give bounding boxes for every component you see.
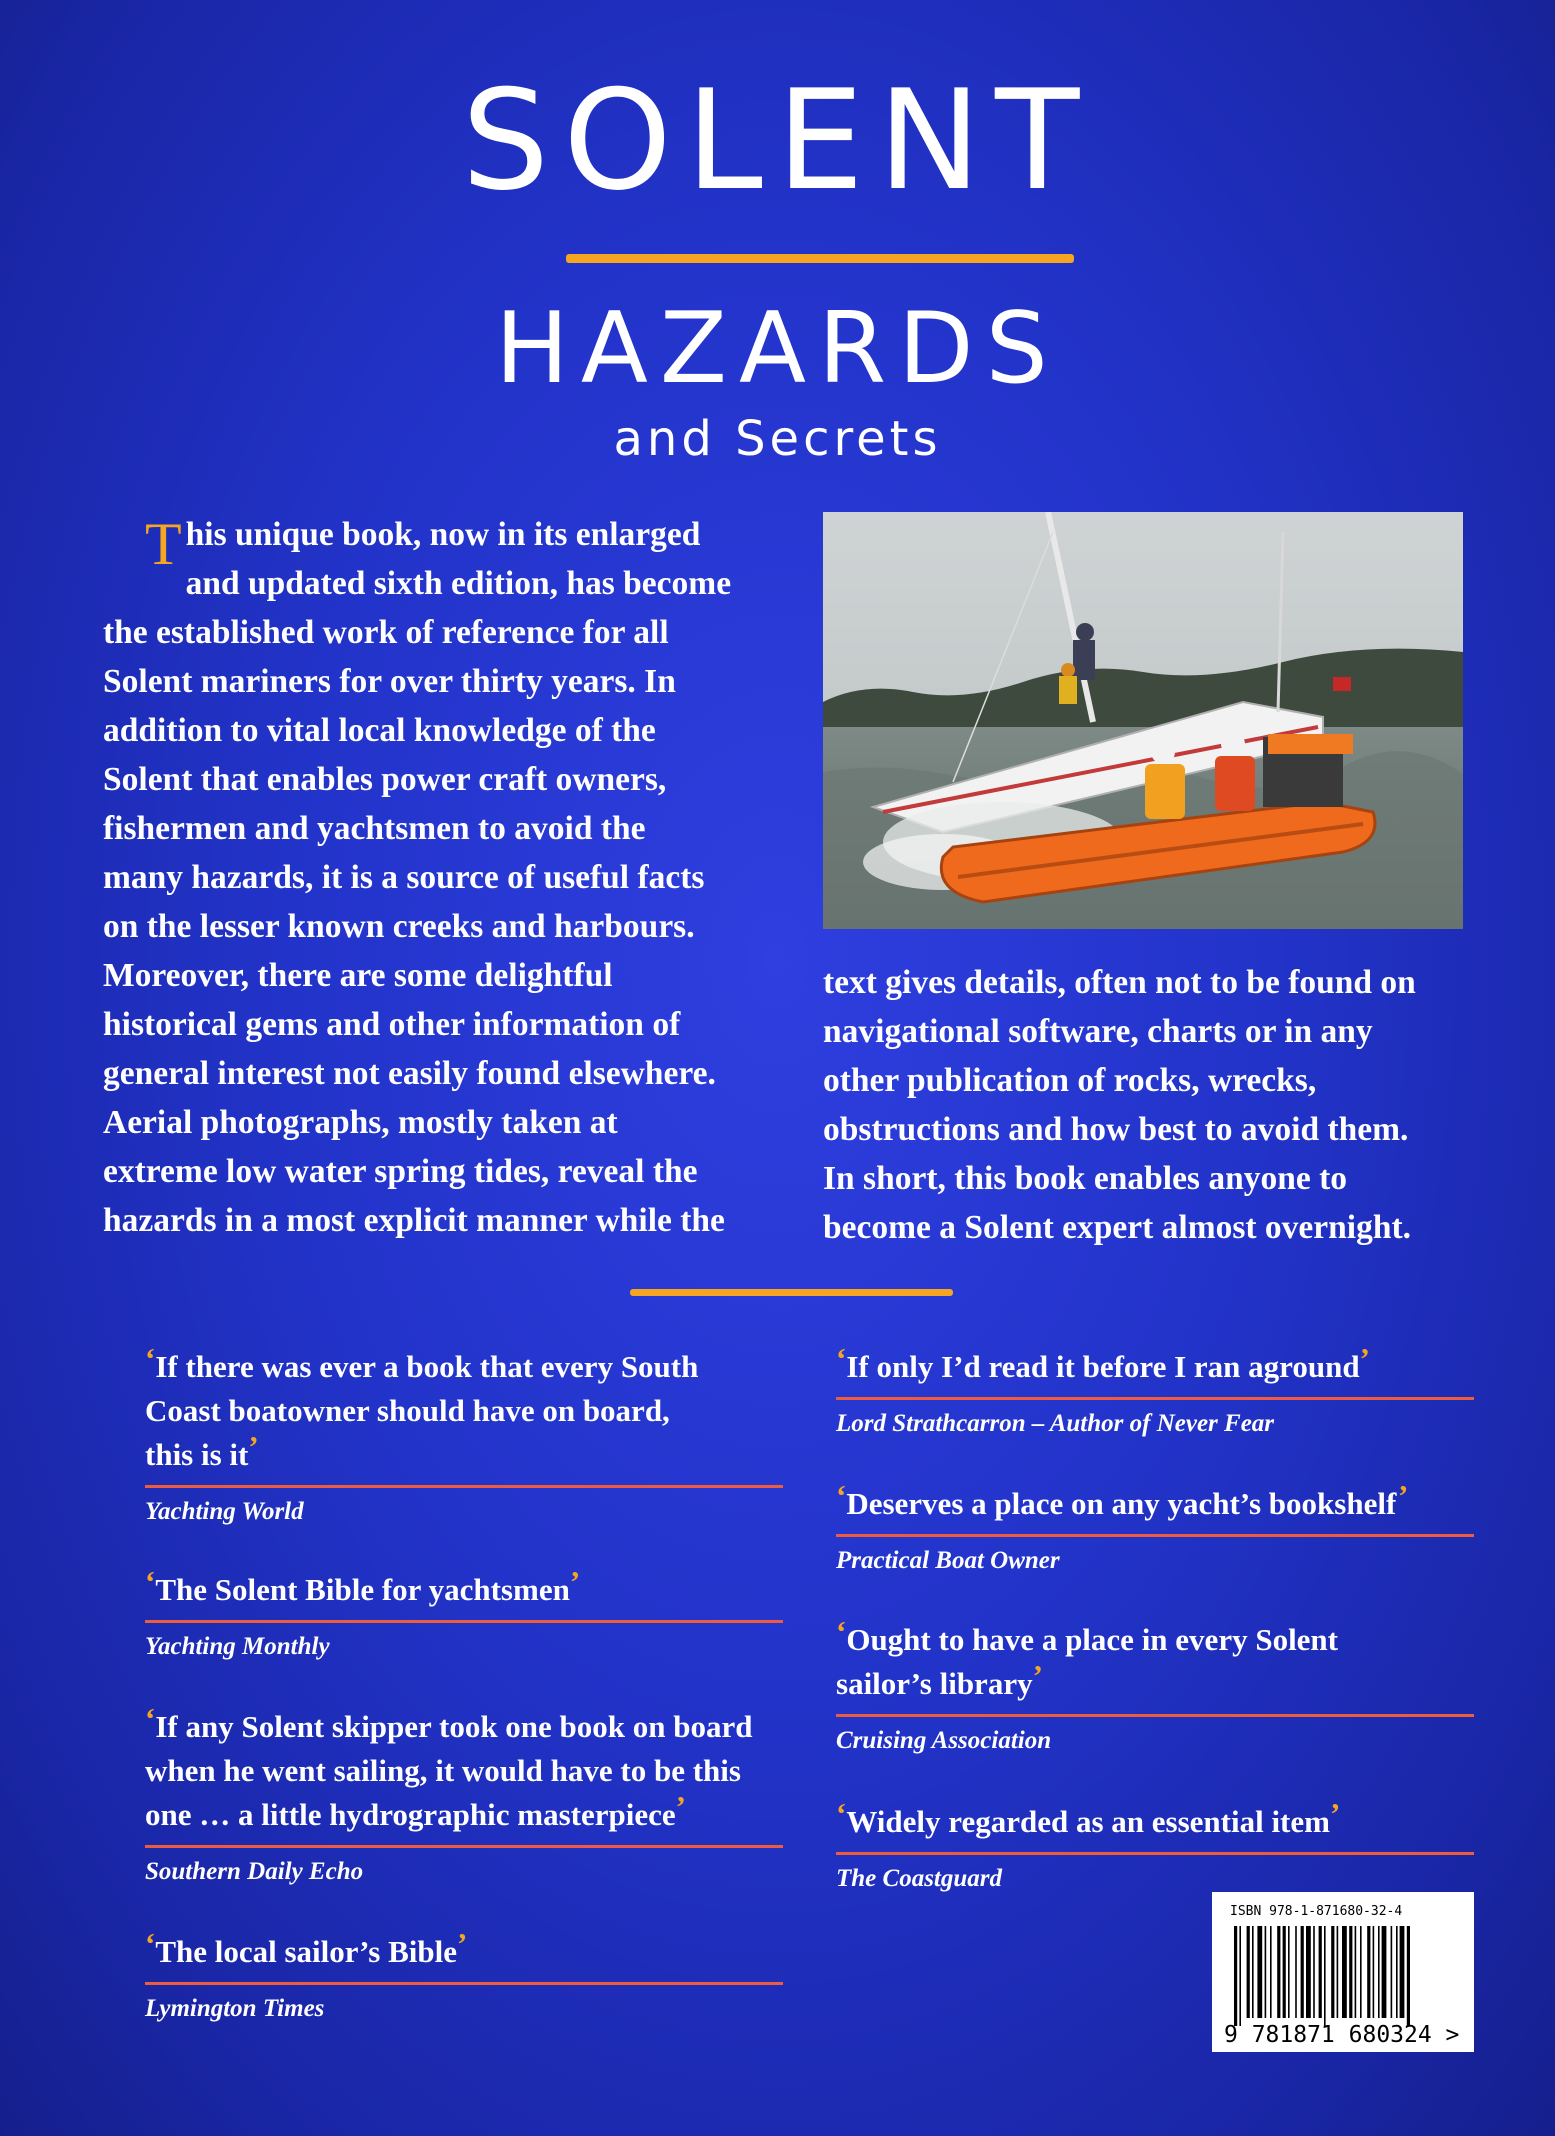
quote-line: this is it (145, 1437, 249, 1472)
section-divider (630, 1289, 953, 1296)
quote-rule (145, 1845, 783, 1848)
open-quote-mark: ‘ (145, 1701, 156, 1736)
quote-line: Deserves a place on any yacht’s bookshelf (846, 1486, 1398, 1521)
open-quote-mark: ‘ (836, 1341, 847, 1376)
close-quote-mark: ’ (1032, 1658, 1043, 1693)
barcode-bar (1288, 1926, 1290, 2018)
title-solent: SOLENT (461, 60, 1094, 221)
barcode-bar (1349, 1926, 1352, 2018)
barcode-bar (1378, 1926, 1380, 2018)
intro-line: the established work of reference for all (103, 614, 669, 651)
quote-yachting-monthly (145, 1564, 783, 1663)
quote-rule (836, 1397, 1474, 1400)
close-quote-mark: ’ (1398, 1478, 1409, 1513)
title-hazards: HAZARDS (495, 292, 1060, 406)
quote-line: when he went sailing, it would have to be this (145, 1753, 741, 1788)
quote-lymington-times (145, 1926, 783, 2025)
barcode-bar (1252, 1926, 1254, 2018)
barcode-bar (1313, 1926, 1315, 2018)
barcode-bar (1283, 1926, 1286, 2018)
barcode-bar (1324, 1926, 1326, 2026)
lifeboat-rescue-photo (823, 512, 1463, 929)
quote-text (145, 1341, 783, 1477)
open-quote-mark: ‘ (145, 1564, 156, 1599)
intro-line: Solent that enables power craft owners, (103, 761, 667, 798)
barcode-bar (1319, 1926, 1322, 2018)
barcode-bar (1257, 1926, 1262, 2018)
open-quote-mark: ‘ (145, 1341, 156, 1376)
intro-line: his unique book, now in its enlarged (185, 516, 701, 553)
intro-line: Moreover, there are some delightful (103, 957, 613, 994)
quote-rule (145, 1485, 783, 1488)
quote-lord-strathcarron (836, 1341, 1474, 1440)
close-quote-mark: ’ (569, 1564, 581, 1599)
intro-right-column (823, 958, 1416, 1252)
barcode-bar (1295, 1926, 1297, 2018)
title-rule (566, 254, 1074, 263)
quote-rule (836, 1714, 1474, 1717)
barcode-bar (1355, 1926, 1357, 2018)
barcode-bar (1247, 1926, 1250, 2018)
open-quote-mark: ‘ (836, 1614, 847, 1649)
barcode-bar (1234, 1926, 1237, 2026)
quote-source: Lord Strathcarron – Author of Never Fear (836, 1410, 1275, 1437)
quote-line: The local sailor’s Bible (155, 1934, 457, 1969)
intro-line: navigational software, charts or in any (823, 1013, 1373, 1050)
quote-text (145, 1701, 783, 1837)
quote-line: If only I’d read it before I ran aground (846, 1349, 1360, 1384)
quote-source: Yachting Monthly (145, 1633, 330, 1660)
barcode-bar (1382, 1926, 1387, 2018)
intro-line: many hazards, it is a source of useful facts (103, 859, 705, 896)
intro-line: extreme low water spring tides, reveal the (103, 1153, 698, 1190)
close-quote-mark: ’ (1359, 1341, 1370, 1376)
barcode-bar (1306, 1926, 1311, 2018)
barcode-bar (1391, 1926, 1393, 2018)
isbn-label: ISBN 978-1-871680-32-4 (1230, 1904, 1403, 1919)
quote-yachting-world (145, 1341, 783, 1528)
quote-source: Lymington Times (145, 1995, 325, 2022)
quote-practical-boat-owner (836, 1478, 1474, 1577)
intro-line: obstructions and how best to avoid them. (823, 1111, 1409, 1148)
quote-line: one … a little hydrographic masterpiece (145, 1797, 676, 1832)
barcode-bar (1265, 1926, 1267, 2018)
barcode-bar (1342, 1926, 1347, 2018)
quote-cruising-association (836, 1614, 1474, 1757)
intro-line: In short, this book enables anyone to (823, 1160, 1348, 1197)
quote-the-coastguard (836, 1796, 1474, 1895)
quote-source: Southern Daily Echo (145, 1858, 364, 1885)
intro-dropcap: T (145, 511, 182, 577)
quote-southern-daily-echo (145, 1701, 783, 1888)
intro-line: text gives details, often not to be found on (823, 964, 1416, 1001)
barcode-bar (1373, 1926, 1375, 2018)
barcode-bar (1407, 1926, 1410, 2026)
barcode-bar (1400, 1926, 1405, 2018)
intro-line: and updated sixth edition, has become (185, 565, 732, 602)
quote-text (836, 1478, 1474, 1526)
quote-text (145, 1564, 783, 1612)
open-quote-mark: ‘ (145, 1926, 156, 1961)
quote-line: If there was ever a book that every South (155, 1349, 699, 1384)
barcode-digits: 9 781871 680324 > (1224, 2022, 1460, 2048)
intro-line: on the lesser known creeks and harbours. (103, 908, 695, 945)
subtitle-and-secrets: and Secrets (613, 411, 942, 467)
intro-line: other publication of rocks, wrecks, (823, 1062, 1317, 1099)
open-quote-mark: ‘ (836, 1478, 847, 1513)
quote-line: sailor’s library (836, 1666, 1033, 1701)
barcode-bar (1367, 1926, 1370, 2018)
quote-line: The Solent Bible for yachtsmen (155, 1572, 570, 1607)
quote-rule (836, 1852, 1474, 1855)
photo-illustration (823, 512, 1463, 929)
intro-line: fishermen and yachtsmen to avoid the (103, 810, 646, 847)
quote-source: Cruising Association (836, 1727, 1052, 1754)
intro-line: hazards in a most explicit manner while the (103, 1202, 725, 1239)
quote-line: If any Solent skipper took one book on board (155, 1709, 753, 1744)
close-quote-mark: ’ (457, 1926, 468, 1961)
barcode-bar (1331, 1926, 1334, 2018)
close-quote-mark: ’ (1329, 1796, 1341, 1831)
intro-line: become a Solent expert almost overnight. (823, 1209, 1412, 1246)
barcode-bar (1301, 1926, 1304, 2018)
barcode-bar (1270, 1926, 1272, 2018)
intro-line: addition to vital local knowledge of the (103, 712, 656, 749)
intro-line: Solent mariners for over thirty years. In (103, 663, 676, 700)
quote-line: Coast boatowner should have on board, (145, 1393, 670, 1428)
quote-text (836, 1796, 1474, 1844)
quote-source: The Coastguard (836, 1865, 1003, 1892)
intro-left-column (103, 510, 732, 1245)
quote-line: Widely regarded as an essential item (846, 1804, 1330, 1839)
quote-source: Yachting World (145, 1498, 304, 1525)
intro-line: general interest not easily found elsewhere. (103, 1055, 716, 1092)
quote-rule (836, 1534, 1474, 1537)
intro-line: Aerial photographs, mostly taken at (103, 1104, 618, 1141)
quote-text (145, 1926, 783, 1974)
intro-line: historical gems and other information of (103, 1006, 681, 1043)
quote-text (836, 1614, 1474, 1706)
barcode-bar (1337, 1926, 1339, 2018)
quote-source: Practical Boat Owner (836, 1547, 1060, 1574)
barcode-bar (1396, 1926, 1398, 2018)
barcode-bar (1239, 1926, 1241, 2026)
isbn-barcode (1212, 1892, 1474, 2052)
quote-line: Ought to have a place in every Solent (846, 1622, 1338, 1657)
quote-text (836, 1341, 1474, 1389)
open-quote-mark: ‘ (836, 1796, 847, 1831)
close-quote-mark: ’ (675, 1789, 686, 1824)
quote-rule (145, 1982, 783, 1985)
barcode-bar (1360, 1926, 1362, 2018)
barcode-bar (1277, 1926, 1280, 2018)
quote-rule (145, 1620, 783, 1623)
close-quote-mark: ’ (248, 1429, 259, 1464)
